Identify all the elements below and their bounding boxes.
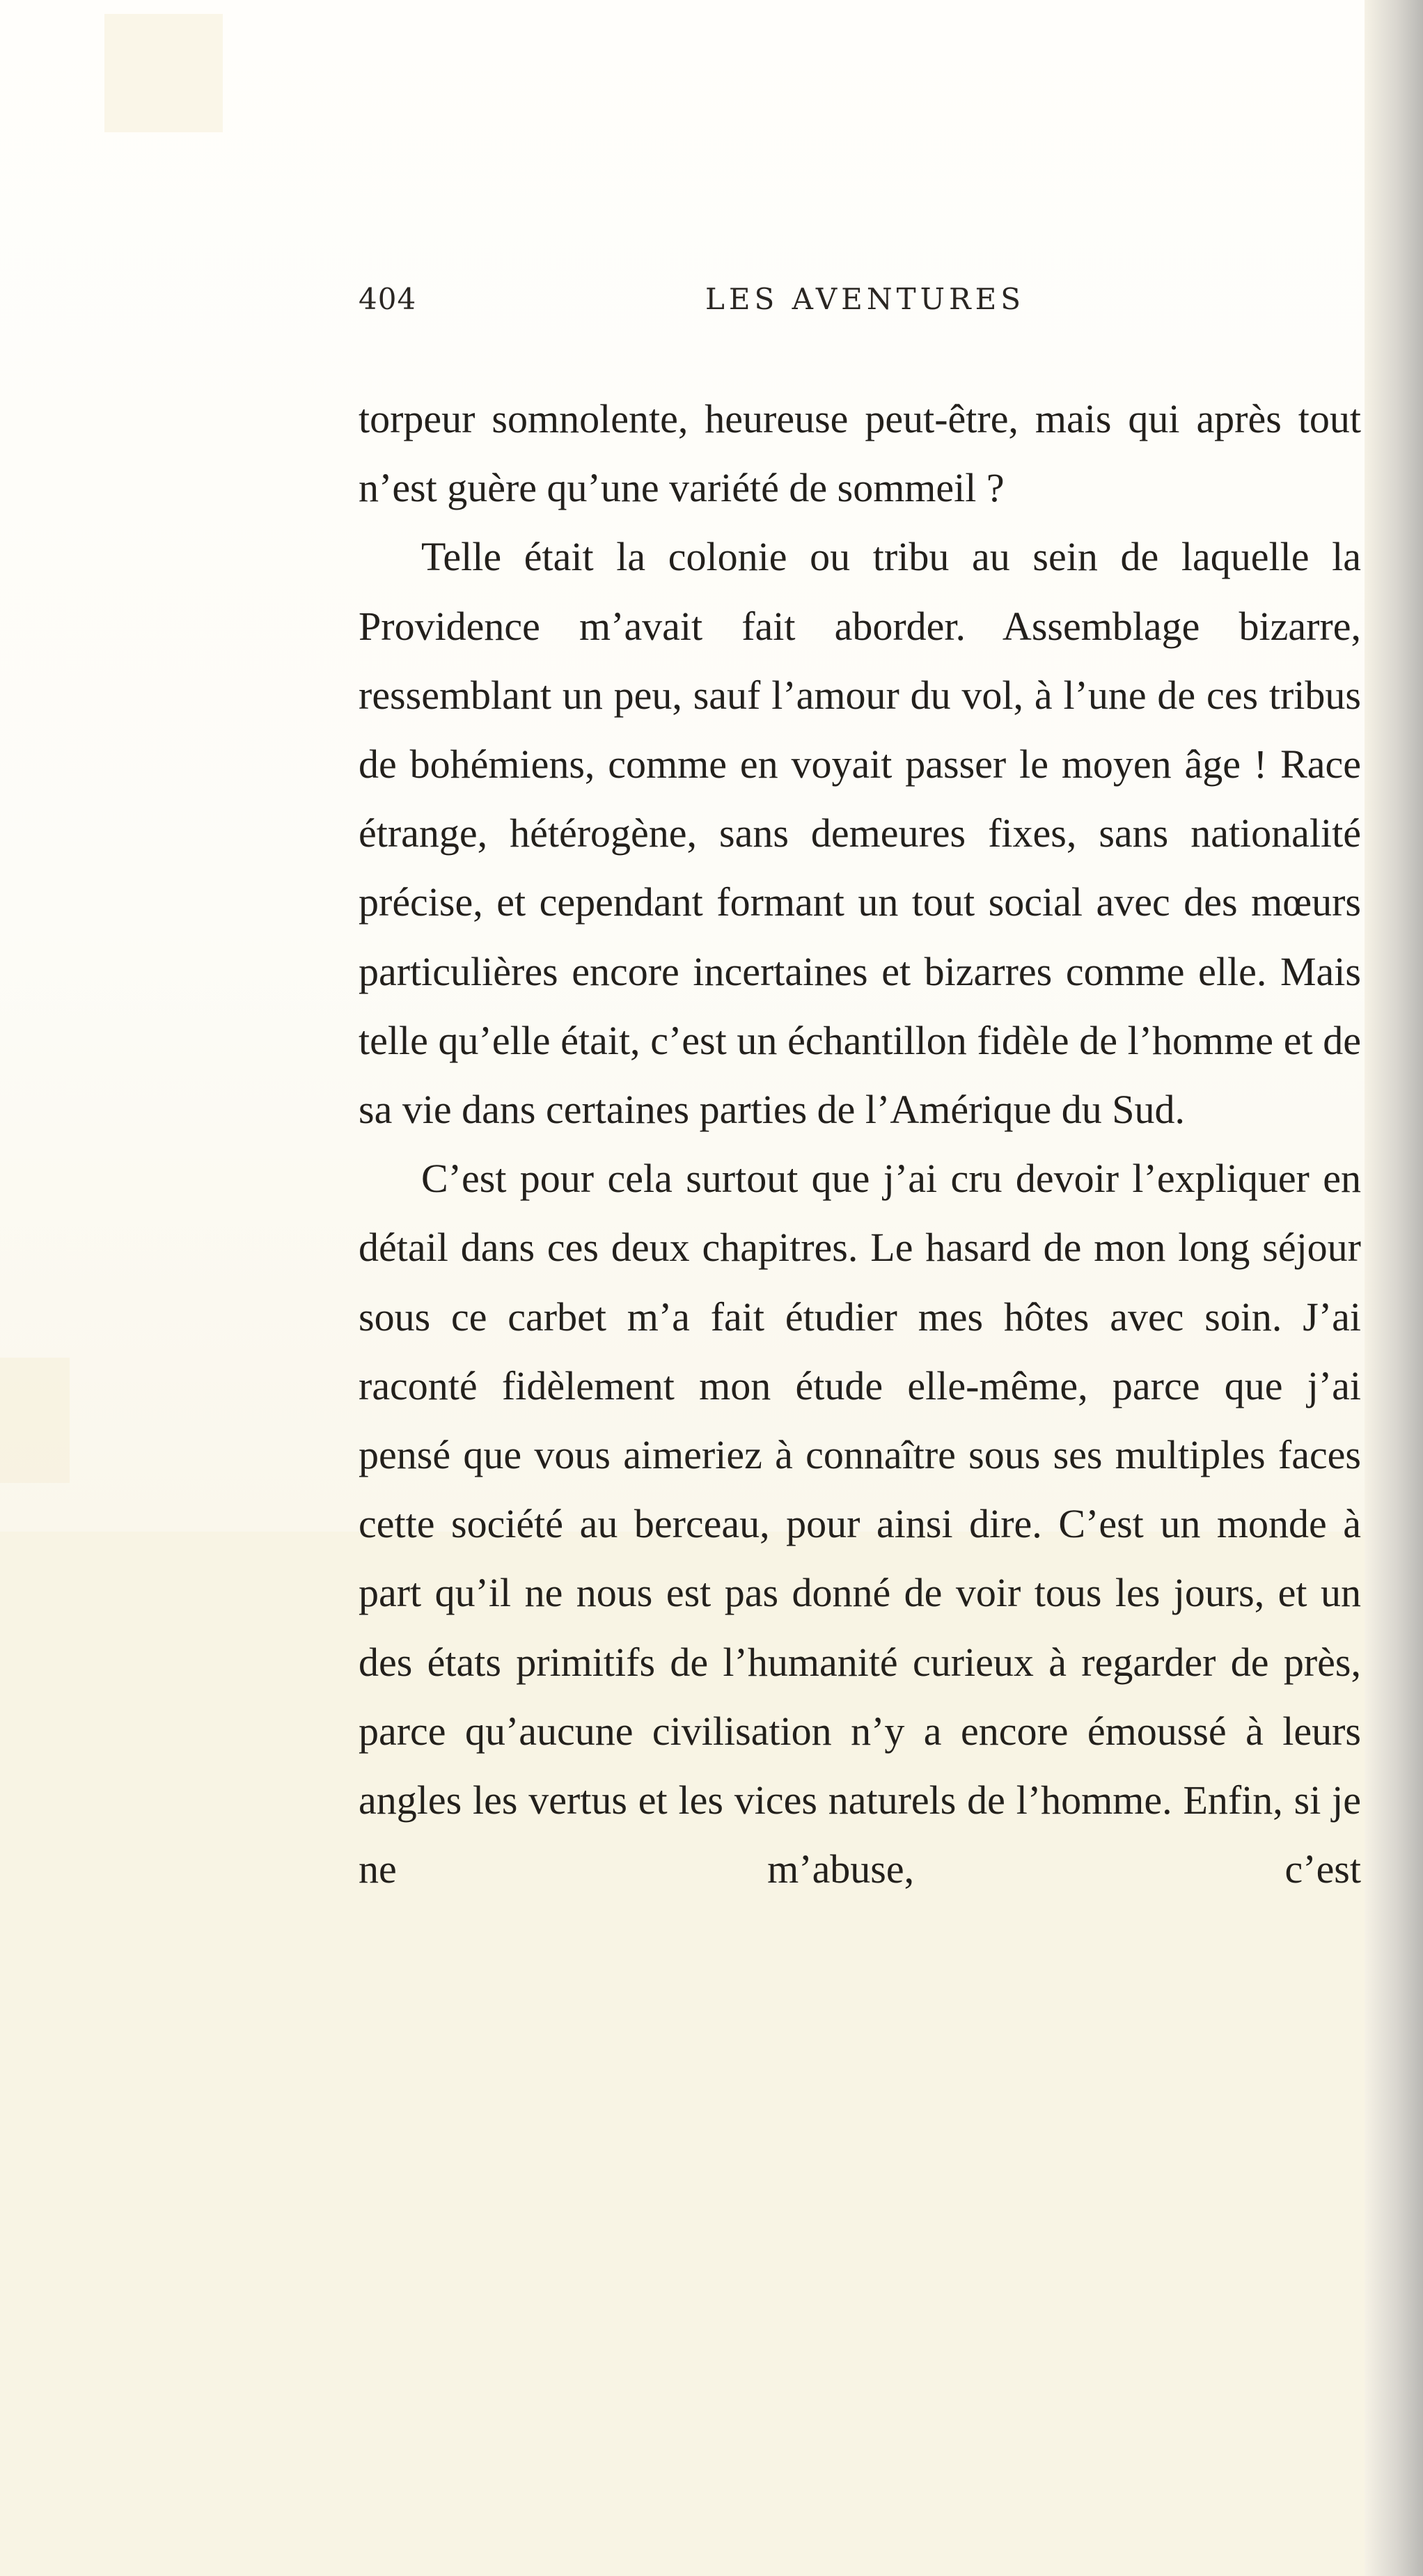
paragraph: Telle était la colonie ou tribu au sein de laquelle la Providence m’avait fait aborder. Assemblage bizarre, ressemblant un peu, sauf l’amour du vol, à l’une de ces tribus de bohémiens, comme en voyait passer le moyen âge ! Race étrange, hétérogène, sans demeures fixes, sans nationalité précise, et cependant formant un tout social avec des mœurs particulières encore incertaines et bizarres comme elle. Mais telle qu’elle était, c’est un échantillon fidèle de l’homme et de sa vie dans certaines parties de l’Amérique du Sud.	[359, 534, 1361, 1133]
paragraph-continued: torpeur somnolente, heureuse peut-être, mais qui après tout n’est guère qu’une variété de sommeil ?	[359, 396, 1361, 511]
running-head	[359, 282, 1371, 331]
paper-stain	[104, 14, 223, 132]
page-title: LES AVENTURES	[705, 282, 1025, 316]
page-edge-shadow	[1365, 0, 1423, 2576]
paragraph: C’est pour cela surtout que j’ai cru devoir l’expliquer en détail dans ces deux chapitres. Le hasard de mon long séjour sous ce carbet m’a fait étudier mes hôtes avec soin. J’ai raconté fidèlement mon étude elle-même, parce que j’ai pensé que vous aimeriez à connaître sous ses multiples faces cette société au berceau, pour ainsi dire. C’est un monde à part qu’il ne nous est pas donné de voir tous les jours, et un des états primitifs de l’humanité curieux à regarder de près, parce qu’aucune civilisation n’y a encore émoussé à leurs angles les vertus et les vices naturels de l’homme. Enfin, si je ne m’abuse, c’est	[359, 1156, 1361, 1892]
page-number: 404	[359, 282, 417, 316]
paper-stain	[0, 1358, 70, 1483]
body-text	[359, 384, 1361, 1903]
